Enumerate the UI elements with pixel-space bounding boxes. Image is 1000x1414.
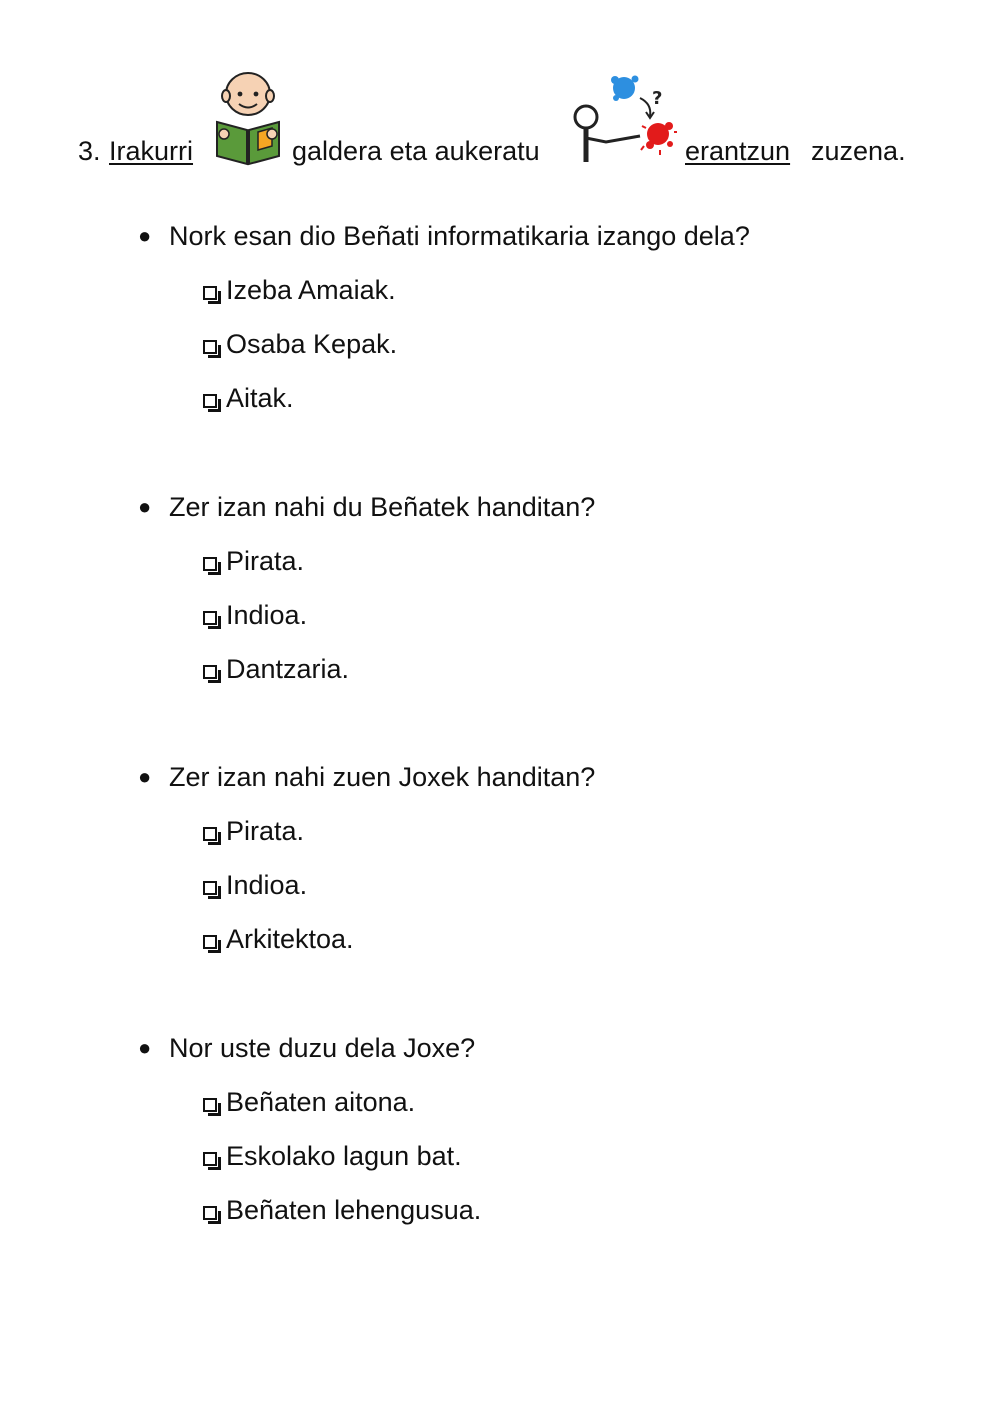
answer-option[interactable]: Izeba Amaiak. (138, 263, 898, 317)
answer-option[interactable]: Osaba Kepak. (138, 317, 898, 371)
heading-word-question: galdera eta aukeratu (292, 136, 540, 166)
answer-option[interactable]: Dantzaria. (138, 642, 898, 696)
checkbox-icon[interactable] (203, 827, 217, 841)
bullet-icon: ● (138, 1035, 152, 1060)
question-block-1 (138, 209, 898, 425)
bullet-icon: ● (138, 764, 152, 789)
svg-text:?: ? (652, 88, 663, 109)
exercise-number: 3. (78, 136, 101, 166)
question: ● Zer izan nahi du Beñatek handitan? (138, 480, 898, 534)
question-block-4 (138, 1021, 898, 1237)
answer-option[interactable]: Arkitektoa. (138, 912, 898, 966)
checkbox-icon[interactable] (203, 881, 217, 895)
checkbox-icon[interactable] (203, 665, 217, 679)
answer-option[interactable]: Indioa. (138, 588, 898, 642)
checkbox-icon[interactable] (203, 394, 217, 408)
question: ● Nork esan dio Beñati informatikaria izango dela? (138, 209, 898, 263)
reading-child-icon (214, 72, 282, 167)
answer-option[interactable]: Pirata. (138, 534, 898, 588)
checkbox-icon[interactable] (203, 611, 217, 625)
question: ● Zer izan nahi zuen Joxek handitan? (138, 750, 898, 804)
answer-option[interactable]: Pirata. (138, 804, 898, 858)
choose-answer-icon (572, 72, 678, 167)
answer-option[interactable]: Eskolako lagun bat. (138, 1129, 898, 1183)
checkbox-icon[interactable] (203, 340, 217, 354)
bullet-icon: ● (138, 494, 152, 519)
answer-option[interactable]: Beñaten aitona. (138, 1075, 898, 1129)
answer-option[interactable]: Beñaten lehengusua. (138, 1183, 898, 1237)
checkbox-icon[interactable] (203, 935, 217, 949)
answer-option[interactable]: Indioa. (138, 858, 898, 912)
heading-word-answer: erantzun (685, 136, 791, 166)
checkbox-icon[interactable] (203, 1098, 217, 1112)
answer-option[interactable]: Aitak. (138, 371, 898, 425)
checkbox-icon[interactable] (203, 286, 217, 300)
heading-word-read: Irakurri (109, 136, 194, 166)
checkbox-icon[interactable] (203, 1206, 217, 1220)
heading-word-correct: zuzena. (811, 136, 906, 166)
question: ● Nor uste duzu dela Joxe? (138, 1021, 898, 1075)
checkbox-icon[interactable] (203, 1152, 217, 1166)
checkbox-icon[interactable] (203, 557, 217, 571)
bullet-icon: ● (138, 223, 152, 248)
exercise-heading (78, 70, 938, 170)
question-block-2 (138, 480, 898, 696)
question-block-3 (138, 750, 898, 966)
